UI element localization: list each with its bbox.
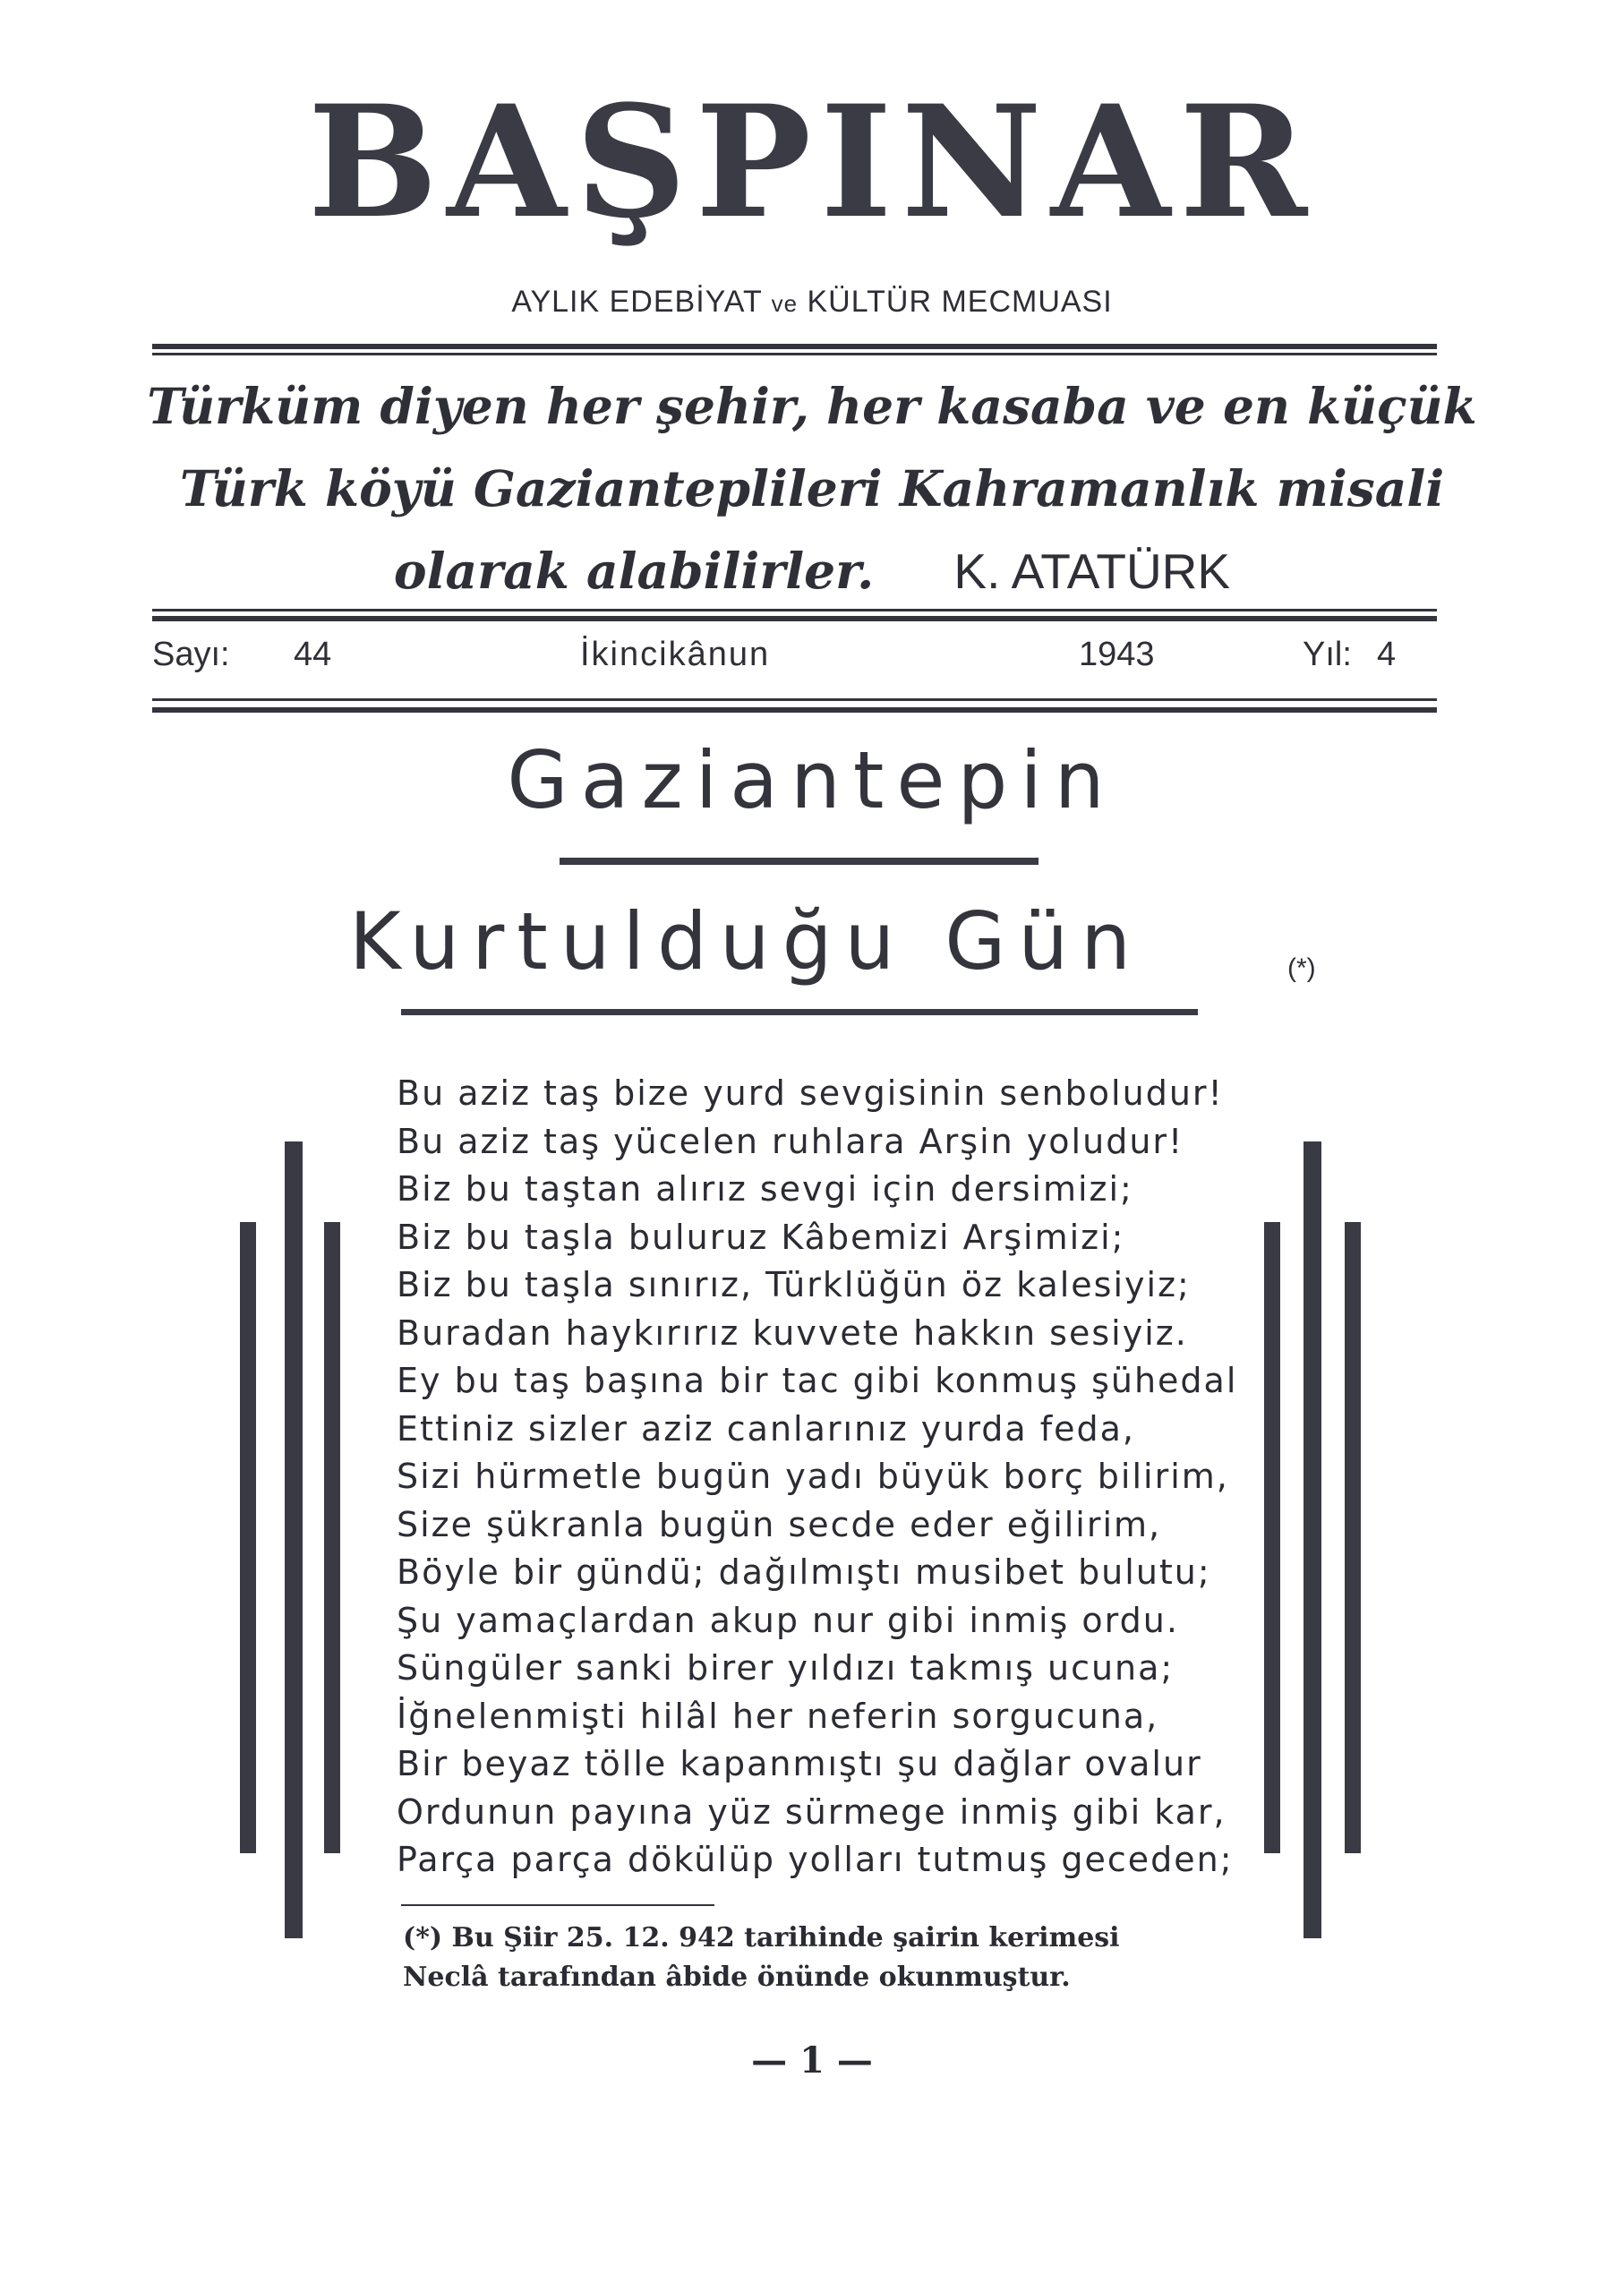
divider-rule xyxy=(152,609,1437,611)
issue-number: 44 xyxy=(294,636,332,673)
decorative-column xyxy=(285,1141,303,1938)
headline-line-2: Kurtulduğu Gün xyxy=(349,895,1143,987)
poem-verse: Süngüler sanki birer yıldızı takmış ucuna; xyxy=(397,1648,1175,1688)
footnote-marker: (*) xyxy=(1287,953,1316,983)
decorative-column xyxy=(1264,1222,1280,1853)
footnote-line: (*) Bu Şiir 25. 12. 942 tarihinde şairin kerimesi xyxy=(403,1922,1120,1953)
quote-line: olarak alabilirler. xyxy=(393,542,875,600)
poem-verse: Bir beyaz tölle kapanmıştı şu dağlar ovalur xyxy=(397,1744,1202,1783)
poem-verse: Şu yamaçlardan akup nur gibi inmiş ordu. xyxy=(397,1600,1179,1640)
quote-line: Türk köyü Gazianteplileri Kahramanlık misali xyxy=(179,459,1445,517)
poem-verse: Buradan haykırırız kuvvete hakkın sesiyiz. xyxy=(397,1312,1188,1353)
quote-line: Türküm diyen her şehir, her kasaba ve en küçük xyxy=(147,377,1477,435)
issue-year: 1943 xyxy=(1079,636,1155,673)
divider-rule xyxy=(152,344,1437,349)
ataturk-quote xyxy=(0,365,1624,612)
issue-month: İkincikânun xyxy=(580,636,771,673)
poem-verse: Ordunun payına yüz sürmege inmiş gibi kar, xyxy=(397,1791,1227,1832)
issue-volume: 4 xyxy=(1377,636,1397,673)
footnote xyxy=(403,1919,1235,1997)
divider-rule xyxy=(152,353,1437,355)
poem-verse: Biz bu taştan alırız sevgi için dersimizi; xyxy=(397,1169,1133,1209)
issue-volume-label: Yıl: xyxy=(1303,636,1352,673)
quote-last-line xyxy=(0,530,1624,612)
poem-verse: Sizi hürmetle bugün yadı büyük borç bilirim, xyxy=(397,1457,1229,1496)
subtitle-part-2: KÜLTÜR MECMUASI xyxy=(807,285,1113,319)
decorative-column xyxy=(324,1222,340,1853)
headline-line-1: Gaziantepin xyxy=(507,734,1117,826)
poem-verse: Böyle bir gündü; dağılmıştı musibet bulutu; xyxy=(397,1552,1211,1592)
decorative-column xyxy=(1345,1222,1361,1853)
quote-author: K. ATATÜRK xyxy=(953,543,1231,599)
divider-rule xyxy=(152,698,1437,701)
poem-verse: Biz bu taşla sınırız, Türklüğün öz kalesiyiz; xyxy=(397,1265,1191,1304)
divider-rule xyxy=(152,707,1437,713)
subtitle-part-1: AYLIK EDEBİYAT xyxy=(511,285,763,319)
issue-number-label: Sayı: xyxy=(152,636,230,673)
magazine-subtitle xyxy=(0,285,1624,320)
headline-underline xyxy=(401,1009,1198,1015)
poem-verse: Ettiniz sizler aziz canlarınız yurda feda, xyxy=(397,1408,1135,1449)
magazine-title: BAŞPINAR xyxy=(307,71,1317,252)
subtitle-conjunction: ve xyxy=(771,290,799,317)
poem-verse: İğnelenmişti hilâl her neferin sorgucuna, xyxy=(397,1696,1159,1736)
headline-underline xyxy=(560,858,1039,865)
poem xyxy=(397,1070,1256,1885)
poem-verse: Size şükranla bugün secde eder eğilirim, xyxy=(397,1504,1162,1544)
decorative-column xyxy=(240,1222,256,1853)
poem-verse: Biz bu taşla buluruz Kâbemizi Arşimizi; xyxy=(397,1217,1125,1257)
page-number: — 1 — xyxy=(751,2039,873,2082)
poem-verse: Parça parça dökülüp yolları tutmuş geceden; xyxy=(397,1840,1234,1879)
poem-verse: Bu aziz taş bize yurd sevgisinin senboludur! xyxy=(397,1073,1224,1113)
footnote-divider xyxy=(401,1904,714,1906)
poem-verse: Bu aziz taş yücelen ruhlara Arşin yoludur! xyxy=(397,1121,1184,1161)
footnote-line: Neclâ tarafından âbide önünde okunmuştur. xyxy=(403,1962,1071,1993)
decorative-column xyxy=(1303,1141,1321,1938)
poem-verse: Ey bu taş başına bir tac gibi konmuş şühedal xyxy=(397,1361,1238,1400)
divider-rule xyxy=(152,616,1437,621)
